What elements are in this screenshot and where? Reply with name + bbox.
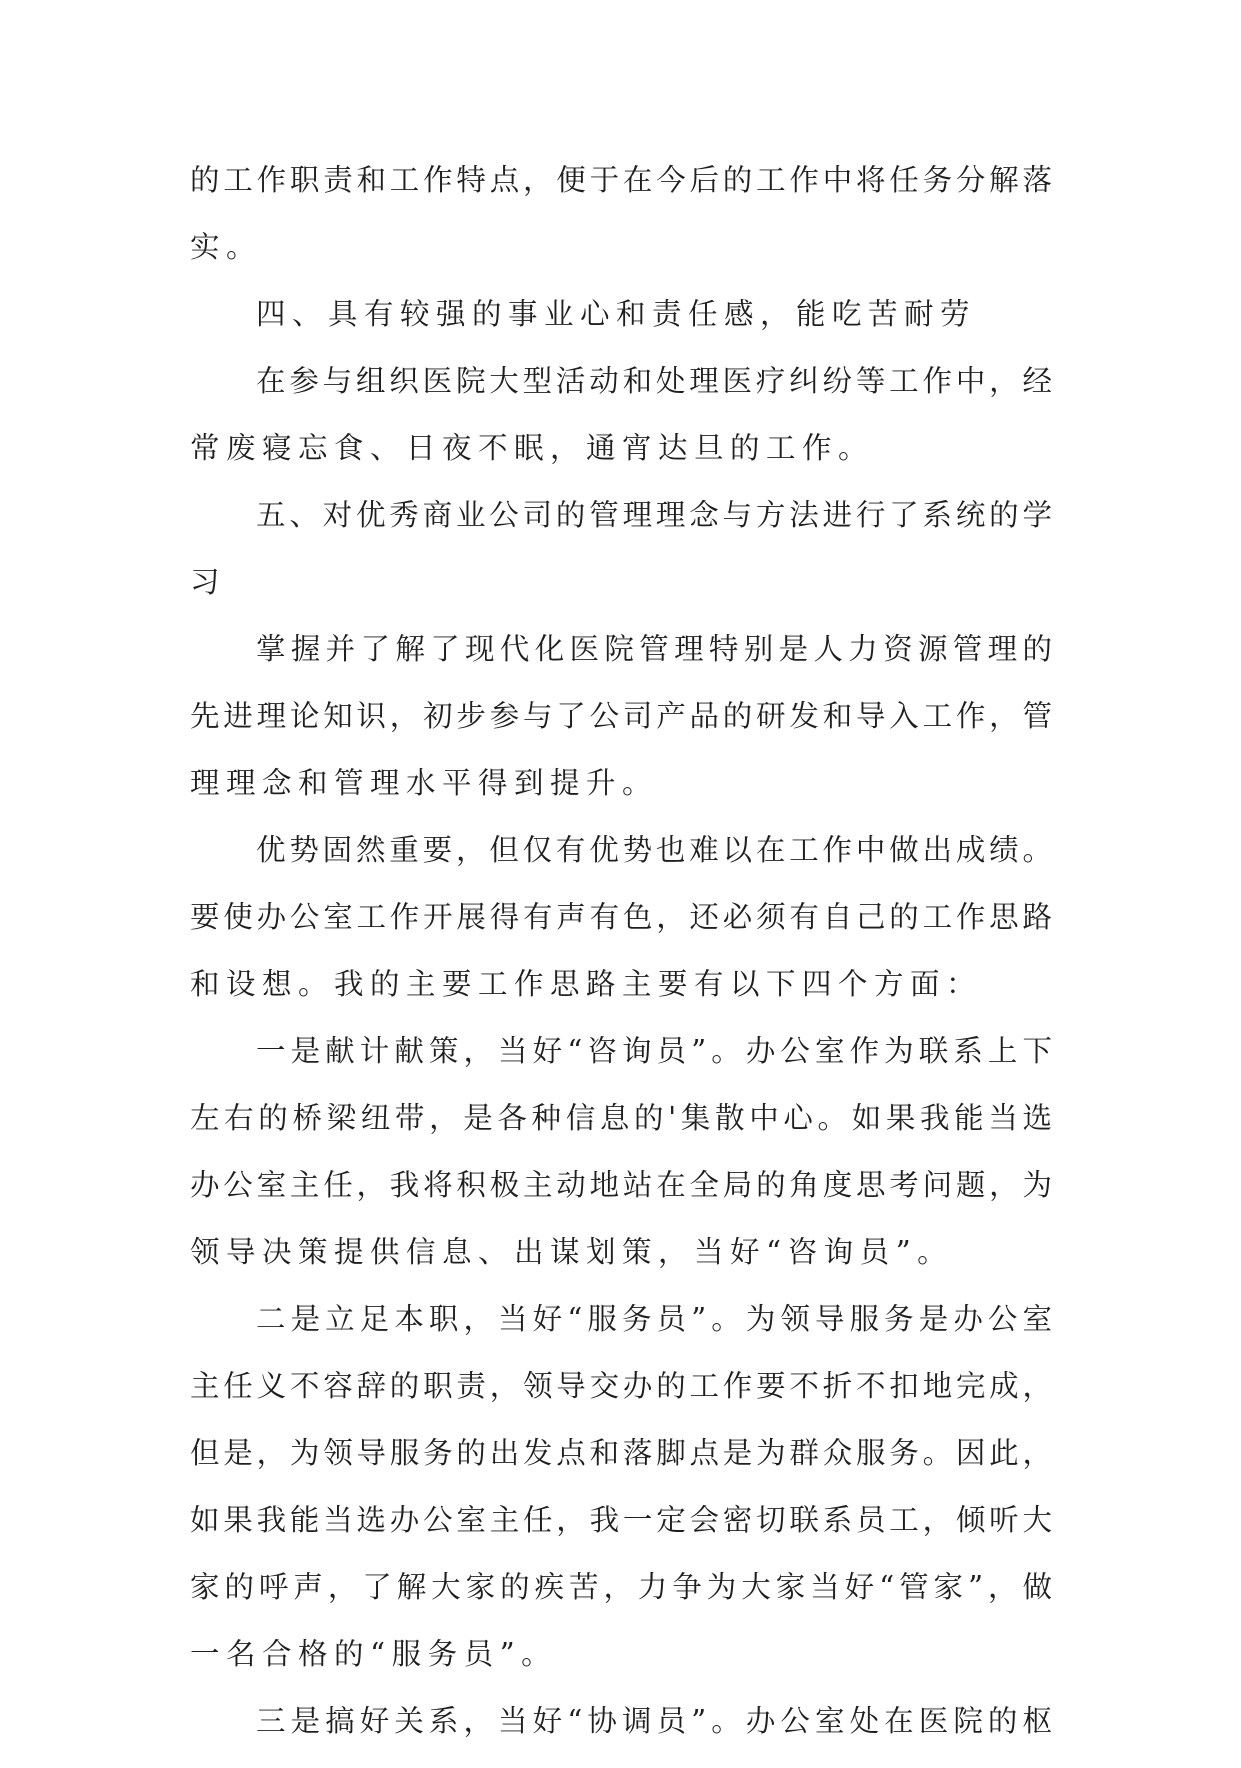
document-line: 一名合格的“服务员”。 (190, 1637, 558, 1671)
document-line: 优势固然重要，但仅有优势也难以在工作中做出成绩。 (256, 833, 1052, 867)
document-line: 五、对优秀商业公司的管理理念与方法进行了系统的学 (256, 498, 1052, 532)
document-line: 左右的桥梁纽带，是各种信息的'集散中心。如果我能当选 (190, 1101, 1052, 1135)
document-line: 实。 (190, 230, 263, 264)
document-line: 如果我能当选办公室主任，我一定会密切联系员工，倾听大 (190, 1503, 1052, 1537)
document-line: 掌握并了解了现代化医院管理特别是人力资源管理的 (256, 632, 1052, 666)
document-line: 要使办公室工作开展得有声有色，还必须有自己的工作思路 (190, 900, 1052, 934)
document-line: 的工作职责和工作特点，便于在今后的工作中将任务分解落 (190, 163, 1052, 197)
document-line: 主任义不容辞的职责，领导交办的工作要不折不扣地完成， (190, 1369, 1052, 1403)
document-line: 办公室主任，我将积极主动地站在全局的角度思考问题，为 (190, 1168, 1052, 1202)
document-line: 领导决策提供信息、出谋划策，当好“咨询员”。 (190, 1235, 954, 1269)
document-line: 三是搞好关系，当好“协调员”。办公室处在医院的枢 (256, 1704, 1052, 1738)
document-line: 家的呼声，了解大家的疾苦，力争为大家当好“管家”，做 (190, 1570, 1052, 1604)
document-line: 理理念和管理水平得到提升。 (190, 766, 659, 800)
document-line: 一是献计献策，当好“咨询员”。办公室作为联系上下 (256, 1034, 1052, 1068)
document-line: 常废寝忘食、日夜不眠，通宵达旦的工作。 (190, 431, 875, 465)
document-line: 先进理论知识，初步参与了公司产品的研发和导入工作，管 (190, 699, 1052, 733)
document-line: 二是立足本职，当好“服务员”。为领导服务是办公室 (256, 1302, 1052, 1336)
document-body (190, 160, 1052, 1768)
document-line: 但是，为领导服务的出发点和落脚点是为群众服务。因此， (190, 1436, 1052, 1470)
document-line: 四、具有较强的事业心和责任感，能吃苦耐劳 (256, 297, 977, 331)
document-line: 习 (190, 565, 227, 599)
document-line: 和设想。我的主要工作思路主要有以下四个方面： (190, 967, 983, 1001)
document-line: 在参与组织医院大型活动和处理医疗纠纷等工作中，经 (256, 364, 1052, 398)
